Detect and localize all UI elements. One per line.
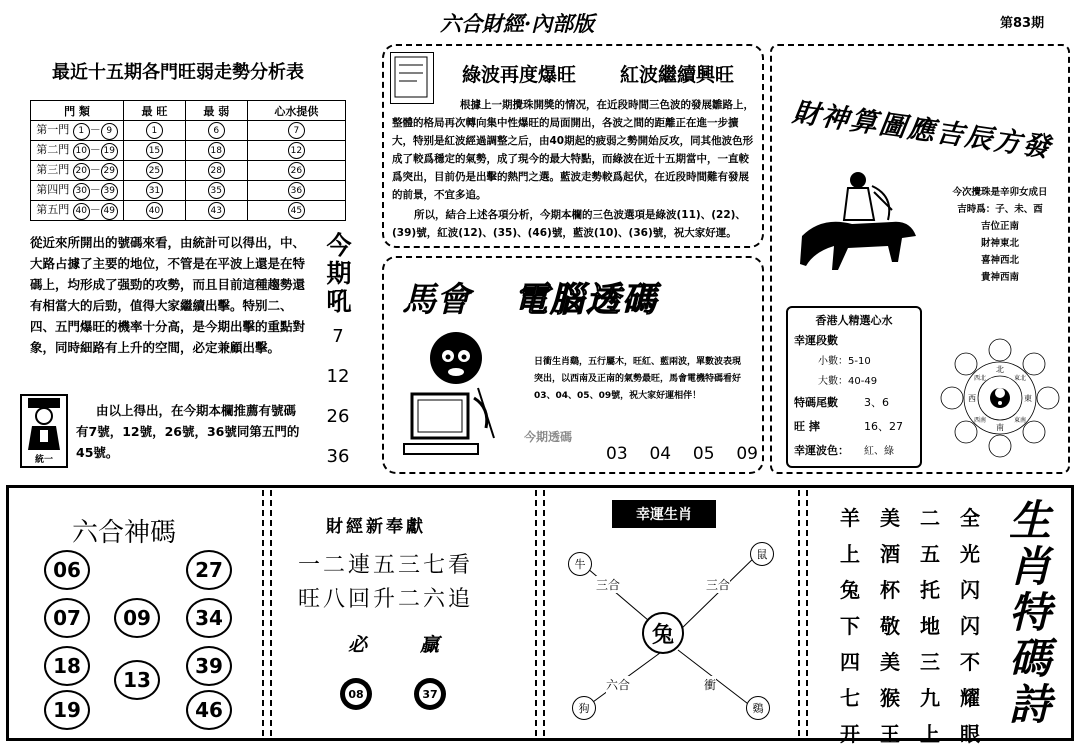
wang-value: 16、27 (864, 420, 903, 433)
finance-bi: 必 (348, 634, 368, 656)
poem-char: 敬 (880, 614, 900, 638)
label-liuhe: 六合 (606, 678, 631, 692)
poem-char: 三 (920, 650, 940, 674)
god-info-line: 喜神西北 (980, 255, 1019, 266)
wave-paragraph: 根據上一期攪珠開獎的情况，在近段時間三色波的發展雛路上，整體的格局再次轉向集中性爆旺的局面開出，各波之間的距離正在進一步擴大，特别是紅波經過調整之后，由40期起的疲弱之勢開始反攻，同其他波色形成了較爲穩定的氣勢，成了現今的最大特點，而綠波在近十五期當中，一直較爲突出，目前仍是出擊的熱門之選。藍波走勢較爲起伏，在近段時間難有發展的前景，不宜多追。 (392, 99, 754, 201)
tip-cell: 36 (247, 181, 345, 201)
figure-icon (22, 396, 66, 452)
poem-char: 上 (840, 542, 860, 566)
col-tip: 心水提供 (247, 101, 345, 121)
god-info-line: 財神東北 (980, 238, 1019, 249)
shout-number: 26 (326, 406, 350, 427)
hot-cell: 31 (124, 181, 186, 201)
seg-label: 幸運段數 (794, 334, 838, 347)
bagua-dir: 南 (996, 423, 1004, 432)
horse-rider-icon (792, 166, 922, 286)
table-header-row (31, 101, 346, 121)
wave-panel (382, 44, 764, 248)
liuhe-number: 06 (44, 550, 90, 590)
liuhe-number: 09 (114, 598, 160, 638)
poem-column (960, 500, 980, 752)
computer-number: 03 (606, 444, 628, 464)
computer-label: 今期透碼 (524, 430, 573, 444)
poem-char: 猴 (880, 686, 900, 710)
poem-char: 闪 (960, 614, 980, 638)
poem-char: 美 (880, 506, 900, 530)
color-value: 紅、綠 (864, 446, 894, 457)
bagua-diagram-icon (940, 338, 1060, 458)
recommend-paragraph: 由以上得出，在今期本欄推薦有號碼有7號，12號，26號，36號同第五門的45號。 (76, 403, 300, 460)
statue-illustration (20, 394, 68, 468)
poem-char: 耀 (960, 686, 980, 710)
computer-number: 05 (692, 444, 715, 464)
bagua-dir: 北 (996, 365, 1004, 374)
wave-headline-2: 紅波繼續興旺 (620, 64, 735, 86)
poem-char: 四 (840, 650, 860, 674)
computer-number: 09 (736, 444, 758, 464)
tail-label: 特碼尾數 (794, 396, 838, 409)
zodiac-rooster: 鷄 (746, 696, 770, 720)
table-row (31, 141, 346, 161)
divider (535, 490, 537, 736)
analysis-title: 最近十五期各門旺弱走勢分析表 (52, 62, 304, 83)
door-cell: 第三門 20 － 29 (31, 161, 124, 181)
finance-line-1: 一二連五三七看 (298, 553, 474, 578)
god-info-line: 今次攪珠是辛卯女成日 (952, 187, 1048, 198)
god-info-line: 吉位正南 (980, 221, 1019, 232)
seg-small: 小數：5-10 (818, 356, 871, 367)
poem-char: 地 (920, 614, 940, 638)
zodiac-rat: 鼠 (750, 542, 774, 566)
wang-label: 旺 摔 (794, 420, 820, 433)
bagua-dir: 東 (1024, 394, 1032, 403)
cold-cell: 28 (185, 161, 247, 181)
lucky-title: 香港人精選心水 (815, 314, 893, 327)
masthead-title: 六合財經·內部版 (440, 11, 595, 36)
poem-char: 酒 (880, 542, 900, 566)
cold-cell: 6 (185, 121, 247, 141)
finance-ball (414, 678, 446, 710)
liuhe-number: 07 (44, 598, 90, 638)
zodiac-title: 幸運生肖 (612, 500, 716, 528)
fortune-panel (770, 44, 1070, 474)
liuhe-number: 46 (186, 690, 232, 730)
label-sanhe: 三合 (596, 578, 621, 592)
door-cell: 第四門 30 － 39 (31, 181, 124, 201)
poem-char: 九 (920, 686, 940, 710)
zodiac-center: 兔 (642, 612, 684, 654)
hot-cell: 1 (124, 121, 186, 141)
finance-ying: 贏 (420, 634, 440, 656)
poem-char: 五 (920, 542, 940, 566)
col-door: 門 類 (31, 101, 124, 121)
zodiac-dog: 狗 (572, 696, 596, 720)
god-info-line: 貴神西南 (980, 272, 1019, 283)
lucky-box (786, 306, 922, 468)
finance-ball (340, 678, 372, 710)
poem-column (880, 500, 900, 752)
cold-cell: 18 (185, 141, 247, 161)
divider (806, 490, 808, 736)
shout-number: 36 (326, 446, 350, 467)
table-row (31, 121, 346, 141)
door-cell: 第五門 40 － 49 (31, 201, 124, 221)
cold-cell: 35 (185, 181, 247, 201)
liuhe-title: 六合神碼 (72, 518, 177, 548)
computer-title-1: 馬會 (402, 280, 470, 320)
bagua-dir: 西北 (973, 375, 987, 382)
finance-line-2: 旺八回升二六追 (298, 587, 474, 612)
poem-char: 上 (920, 722, 940, 746)
finance-title: 財經新奉獻 (326, 517, 426, 537)
hot-cell: 40 (124, 201, 186, 221)
liuhe-number: 18 (44, 646, 90, 686)
divider (798, 490, 800, 736)
poem-char: 杯 (880, 578, 900, 602)
poem-char: 托 (920, 578, 940, 602)
god-info-line: 吉時爲：子、未、酉 (957, 204, 1043, 215)
poem-column (920, 500, 940, 752)
color-label: 幸運波色： (794, 444, 849, 457)
bagua-dir: 東南 (1013, 417, 1027, 424)
table-row (31, 181, 346, 201)
poem-char: 光 (960, 542, 980, 566)
computer-title-2: 電腦透碼 (514, 280, 658, 320)
table-row (31, 201, 346, 221)
poem-char: 下 (840, 614, 860, 638)
zodiac-ox: 牛 (568, 552, 592, 576)
poem-char: 闪 (960, 578, 980, 602)
computer-numbers (606, 444, 758, 464)
shout-title: 今期吼 (326, 231, 352, 316)
computer-panel (382, 256, 764, 474)
divider (543, 490, 545, 736)
poem-char: 二 (920, 506, 940, 530)
shout-number: 7 (332, 326, 344, 347)
cartoon-computer-icon (398, 328, 508, 468)
analysis-table (30, 100, 346, 221)
tip-cell: 7 (247, 121, 345, 141)
hot-cell: 25 (124, 161, 186, 181)
tip-cell: 45 (247, 201, 345, 221)
poem-char: 羊 (840, 506, 860, 530)
divider (262, 490, 264, 736)
label-chong: 衝 (704, 678, 717, 692)
poem-char: 不 (960, 650, 980, 674)
door-cell: 第一門 1 － 9 (31, 121, 124, 141)
finance-ball-number: 08 (345, 683, 367, 705)
computer-text: 日衝生肖鷄，五行屬木，旺紅、藍兩波，單數波表現突出，以西南及正南的氣勢最旺，馬會電機特碼看好03、04、05、09號，祝大家好運相伴！ (534, 357, 742, 401)
analysis-paragraph: 從近來所開出的號碼來看，由統計可以得出，中、大路占據了主要的地位，不管是在平波上還是在特碼上，均形成了强勁的攻勢，而且目前這種趨勢還有相當大的后勁，值得大家繼續出擊。特别二、四、五門爆旺的機率十分高，是今期出擊的重點對象，同時細路有上升的空間，必定兼顧出擊。 (30, 235, 306, 355)
liuhe-number: 19 (44, 690, 90, 730)
shout-number: 12 (326, 366, 350, 387)
tip-cell: 12 (247, 141, 345, 161)
liuhe-number: 34 (186, 598, 232, 638)
label-sanhe: 三合 (706, 578, 731, 592)
figure-caption: 統一 (34, 455, 53, 465)
wave-conclusion: 所以，結合上述各項分析，今期本欄的三色波選項是綠波(11)、(22)、(39)號，紅波(12)、(35)、(46)號，藍波(10)、(36)號，祝大家好運。 (392, 209, 746, 239)
finance-ball-number: 37 (419, 683, 441, 705)
god-title: 財神算圖應吉辰方發 (790, 96, 1054, 164)
col-cold: 最 弱 (185, 101, 247, 121)
table-row (31, 161, 346, 181)
tip-cell: 26 (247, 161, 345, 181)
liuhe-number: 27 (186, 550, 232, 590)
poem-title: 生肖特碼詩 (1008, 496, 1051, 729)
poem-char: 全 (960, 506, 980, 530)
tail-value: 3、6 (864, 396, 889, 409)
computer-number: 04 (649, 444, 672, 464)
poem-char: 七 (840, 686, 860, 710)
god-info (934, 184, 1066, 286)
wave-headline-1: 綠波再度爆旺 (462, 64, 577, 86)
bagua-dir: 西南 (973, 417, 987, 424)
cold-cell: 43 (185, 201, 247, 221)
issue-number: 第83期 (1000, 16, 1045, 31)
poem-char: 王 (880, 722, 900, 746)
divider (270, 490, 272, 736)
seg-big: 大數：40-49 (818, 376, 878, 387)
poem-char: 兔 (840, 578, 860, 602)
liuhe-number: 13 (114, 660, 160, 700)
hot-cell: 15 (124, 141, 186, 161)
bagua-dir: 東北 (1013, 375, 1027, 382)
liuhe-number: 39 (186, 646, 232, 686)
bagua-dir: 西 (968, 394, 976, 403)
poem-char: 开 (840, 722, 860, 746)
poem-column (840, 500, 860, 752)
col-hot: 最 旺 (124, 101, 186, 121)
poem-char: 眼 (960, 722, 980, 746)
door-cell: 第二門 10 － 19 (31, 141, 124, 161)
poem-char: 美 (880, 650, 900, 674)
